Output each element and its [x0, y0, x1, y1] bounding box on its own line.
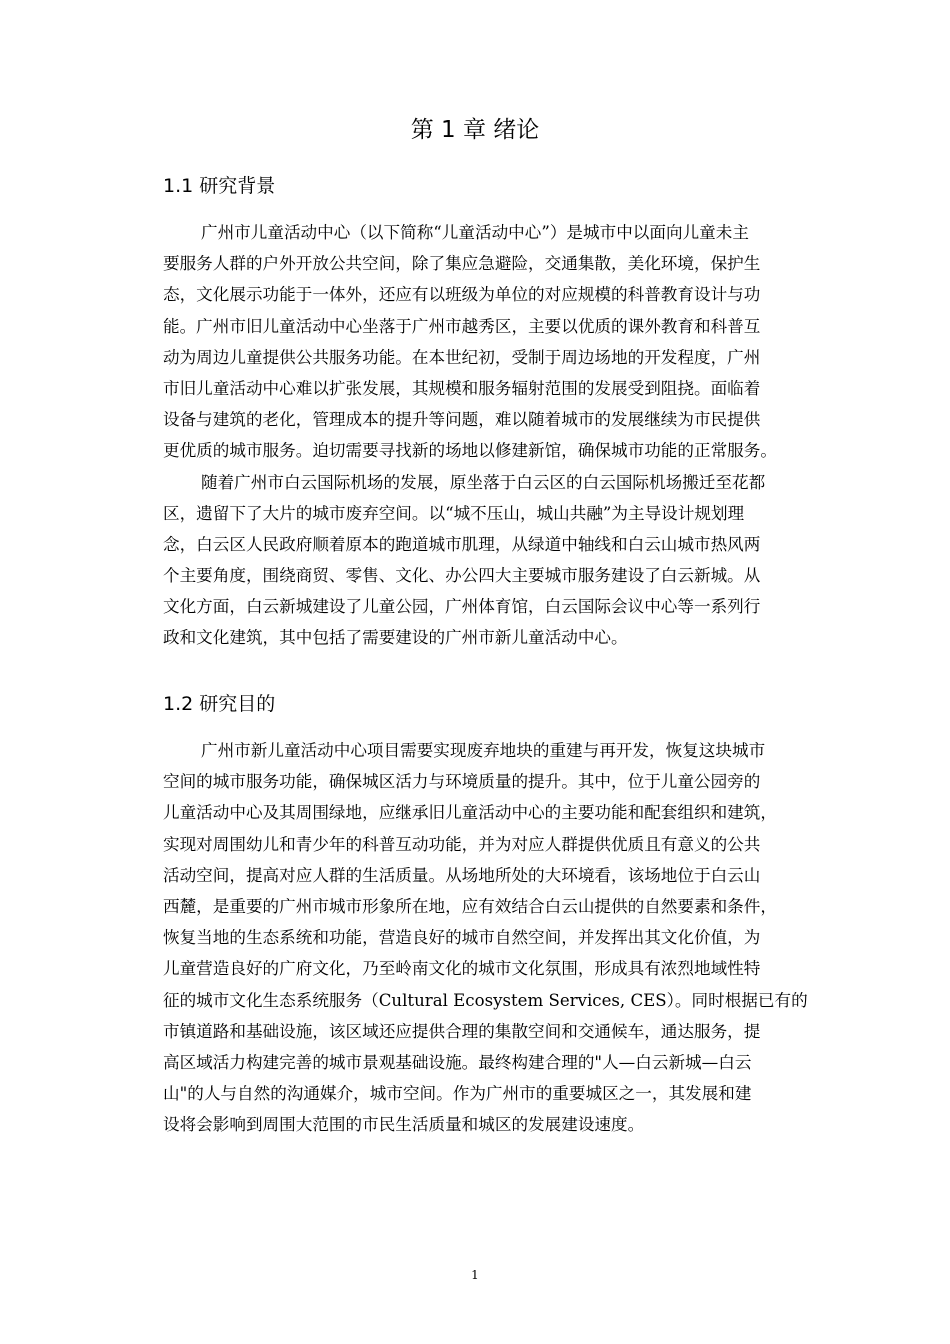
paragraph-line: 更优质的城市服务。迫切需要寻找新的场地以修建新馆，确保城市功能的正常服务。: [163, 441, 777, 461]
paragraph-line: 儿童活动中心及其周围绿地，应继承旧儿童活动中心的主要功能和配套组织和建筑，: [163, 803, 777, 823]
paragraph-line: 态，文化展示功能于一体外，还应有以班级为单位的对应规模的科普教育设计与功: [163, 285, 761, 305]
chapter-title: 第 1 章 绪论: [410, 117, 540, 143]
paragraph-line: 设将会影响到周围大范围的市民生活质量和城区的发展建设速度。: [163, 1115, 645, 1135]
paragraph-line: 征的城市文化生态系统服务（Cultural Ecosystem Services, CES）。同时根据已有的: [163, 990, 808, 1010]
paragraph-line: 要服务人群的户外开放公共空间，除了集应急避险，交通集散，美化环境，保护生: [163, 254, 761, 274]
paragraph-line: 市旧儿童活动中心难以扩张发展，其规模和服务辐射范围的发展受到阻挠。面临着: [163, 378, 761, 398]
section-1-2-body: [163, 735, 863, 1140]
page-number: 1: [471, 1268, 479, 1282]
paragraph-line: 政和文化建筑，其中包括了需要建设的广州市新儿童活动中心。: [163, 628, 628, 648]
section-heading-1-2: 1.2 研究目的: [163, 693, 276, 715]
paragraph-line: 实现对周围幼儿和青少年的科普互动功能，并为对应人群提供优质且有意义的公共: [163, 834, 761, 854]
paragraph-line: 动为周边儿童提供公共服务功能。在本世纪初，受制于周边场地的开发程度，广州: [163, 347, 761, 367]
paragraph-line: 市镇道路和基础设施，该区域还应提供合理的集散空间和交通候车，通达服务，提: [163, 1021, 761, 1041]
paragraph-line: 活动空间，提高对应人群的生活质量。从场地所处的大环境看，该场地位于白云山: [163, 865, 761, 885]
paragraph-line: 西麓，是重要的广州市城市形象所在地，应有效结合白云山提供的自然要素和条件，: [163, 896, 777, 916]
section-heading-1-1: 1.1 研究背景: [163, 175, 276, 197]
paragraph-line: 高区域活力构建完善的城市景观基础设施。最终构建合理的"人—白云新城—白云: [163, 1052, 752, 1072]
paragraph-line: 念，白云区人民政府顺着原本的跑道城市肌理，从绿道中轴线和白云山城市热风两: [163, 534, 761, 554]
paragraph-line: 儿童营造良好的广府文化，乃至岭南文化的城市文化氛围，形成具有浓烈地域性特: [163, 959, 761, 979]
paragraph-line: 个主要角度，围绕商贸、零售、文化、办公四大主要城市服务建设了白云新城。从: [163, 566, 761, 586]
paragraph-line: 文化方面，白云新城建设了儿童公园，广州体育馆，白云国际会议中心等一系列行: [163, 597, 761, 617]
paragraph-line: 广州市儿童活动中心（以下简称“儿童活动中心”）是城市中以面向儿童未主: [201, 223, 749, 242]
paragraph-line: 区，遗留下了大片的城市废弃空间。以“城不压山，城山共融”为主导设计规划理: [163, 503, 745, 523]
paragraph-line: 广州市新儿童活动中心项目需要实现废弃地块的重建与再开发，恢复这块城市: [201, 741, 766, 760]
paragraph-line: 设备与建筑的老化，管理成本的提升等问题，难以随着城市的发展继续为市民提供: [163, 410, 761, 430]
section-1-1-body: [163, 217, 863, 654]
paragraph-line: 山"的人与自然的沟通媒介，城市空间。作为广州市的重要城区之一，其发展和建: [163, 1084, 752, 1104]
paragraph-line: 空间的城市服务功能，确保城区活力与环境质量的提升。其中，位于儿童公园旁的: [163, 772, 761, 792]
paragraph-line: 随着广州市白云国际机场的发展，原坐落于白云区的白云国际机场搬迁至花都: [201, 472, 766, 492]
paragraph-line: 能。广州市旧儿童活动中心坐落于广州市越秀区，主要以优质的课外教育和科普互: [163, 316, 761, 336]
paragraph-line: 恢复当地的生态系统和功能，营造良好的城市自然空间，并发挥出其文化价值，为: [163, 928, 761, 948]
